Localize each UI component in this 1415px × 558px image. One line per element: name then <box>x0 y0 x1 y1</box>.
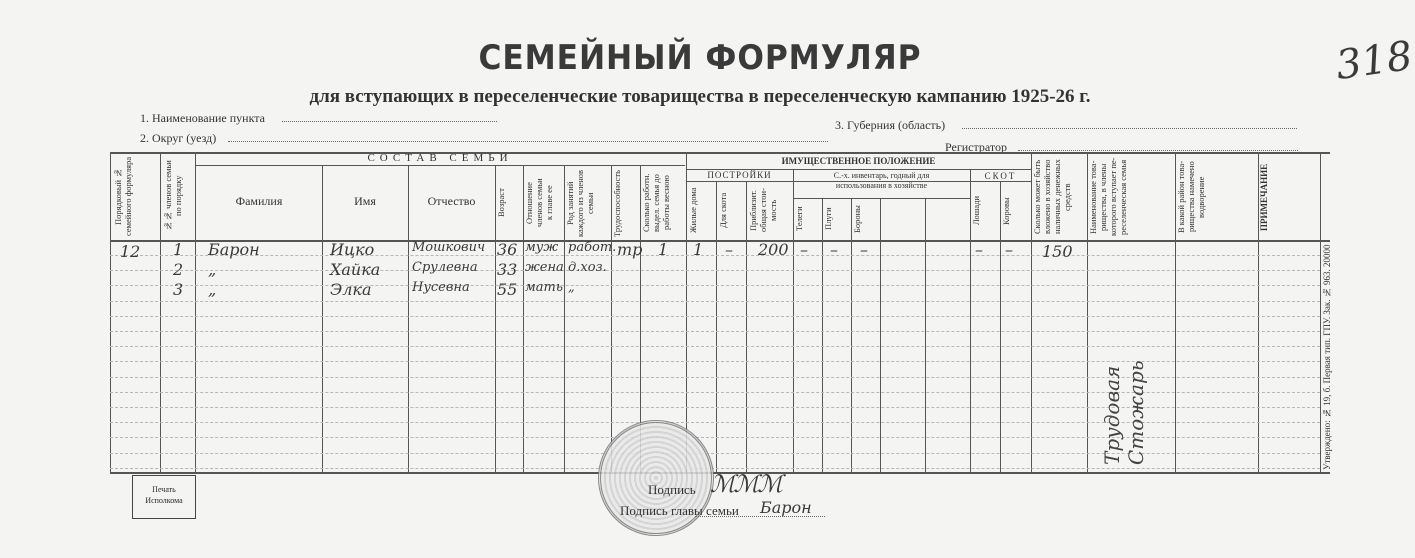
header-serial: Порядковый № семейного формуляра <box>113 156 133 236</box>
field-province-line <box>962 116 1297 129</box>
cell-relation: мать <box>525 280 563 295</box>
cell-cows: – <box>1005 240 1013 259</box>
header-cows: Коровы <box>1001 197 1011 225</box>
field-registrar-label: Регистратор <box>945 140 1008 154</box>
header-sheds: Для скота <box>718 192 728 229</box>
cell-surname: „ <box>208 280 217 299</box>
cell-no: 1 <box>173 240 184 259</box>
cell-value: 200 <box>758 240 789 259</box>
seal-box: Печать Исполкома <box>132 475 196 519</box>
head-signature-label: Подпись главы семьи <box>620 503 739 518</box>
header-name: Имя <box>354 194 376 208</box>
cell-ploughs: – <box>830 240 838 259</box>
col-line <box>408 165 409 472</box>
cell-harrows: – <box>860 240 868 259</box>
cell-ability: тр <box>617 240 643 259</box>
head-signature-value: Барон <box>760 498 812 517</box>
field-point-name-label: 1. Наименование пункта <box>140 111 265 125</box>
cell-houses: 1 <box>693 240 704 259</box>
cell-occupation: „ <box>568 280 575 295</box>
cell-no: 3 <box>173 280 184 299</box>
header-buildings: ПОСТРОЙКИ <box>707 170 772 180</box>
printer-note: Утверждено: № 19, б. Первая тип. ГПУ. Зак. № 963. 20000 <box>1322 244 1332 470</box>
col-line <box>322 165 323 472</box>
header-note: ПРИМЕЧАНИЕ <box>1259 163 1269 231</box>
header-partnership: Наименование това- рищества, в члены которого вступает пе- реселенческая семья <box>1088 157 1128 237</box>
page-number: 318 <box>1333 32 1415 90</box>
cell-carts: – <box>800 240 808 259</box>
signature-label: Подпись <box>648 482 696 497</box>
cell-workers: 1 <box>658 240 669 259</box>
header-harrows: Бороны <box>852 205 862 233</box>
cell-age: 36 <box>497 240 518 259</box>
field-district-label: 2. Округ (уезд) <box>140 131 217 145</box>
header-carts: Телеги <box>794 206 804 232</box>
header-property-group: ИМУЩЕСТВЕННОЕ ПОЛОЖЕНИЕ <box>781 156 936 166</box>
col-line <box>716 181 717 472</box>
col-line <box>880 198 881 472</box>
cell-sheds: – <box>725 240 733 259</box>
header-ploughs: Плуги <box>823 207 833 231</box>
inventory-subline <box>793 198 970 199</box>
header-bottom-border <box>110 240 1330 242</box>
cell-name: Элка <box>330 280 372 299</box>
header-occupation: Род занятий каждого из членов семьи <box>565 169 595 237</box>
cell-relation: муж <box>525 240 559 255</box>
header-houses: Жилые дома <box>688 187 698 234</box>
document-subtitle: для вступающих в переселенческие товарищества в переселенческую кампанию 1925-26 г. <box>309 86 1091 107</box>
header-horses: Лошади <box>971 196 981 226</box>
head-signature-line <box>695 516 825 517</box>
col-line <box>686 152 687 472</box>
cell-name: Ицко <box>330 240 375 259</box>
cell-patronymic: Мошкович <box>412 240 486 255</box>
cell-occupation: д.хоз. <box>568 260 607 275</box>
col-line <box>1320 152 1321 472</box>
col-line <box>746 181 747 472</box>
official-signature: ℳℳℳ <box>710 470 781 498</box>
cell-age: 55 <box>497 280 518 299</box>
header-relation: Отношение членов семьи к главе ее <box>524 178 554 228</box>
document-title: СЕМЕЙНЫЙ ФОРМУЛЯР <box>478 38 922 78</box>
cell-horses: – <box>975 240 983 259</box>
header-livestock: СКОТ <box>984 171 1017 181</box>
header-age: Возраст <box>496 188 506 218</box>
cell-occupation: работ. <box>568 240 617 255</box>
header-family-group: СОСТАВ СЕМЬИ <box>367 152 513 164</box>
header-inventory: С.-х. инвентарь, годный для использования в хозяйстве <box>833 171 930 190</box>
cell-surname: Барон <box>208 240 260 259</box>
partnership-handwritten: Трудовая Стожарь <box>1100 360 1148 465</box>
row-rule <box>110 468 1320 469</box>
cell-serial: 12 <box>120 242 141 261</box>
header-money: Сколько может быть вложено в хозяйство наличных денежных средств <box>1032 159 1072 235</box>
cell-relation: жена <box>525 260 564 275</box>
cell-patronymic: Срулевна <box>412 260 478 275</box>
col-line <box>822 198 823 472</box>
row-rule <box>110 270 1320 271</box>
header-region: В какой район това- рищества намечено водворение <box>1176 160 1206 234</box>
header-value: Приблизит. общая стои- мость <box>748 188 778 233</box>
cell-patronymic: Нусевна <box>412 280 470 295</box>
col-line <box>110 152 111 472</box>
header-workers: Сколько работн. выдел. семья до работы весною <box>641 173 671 233</box>
header-ability: Трудоспособность <box>612 169 622 237</box>
cell-surname: „ <box>208 260 217 279</box>
field-registrar-line <box>1018 138 1298 151</box>
col-line <box>851 198 852 472</box>
field-point-name-line <box>282 109 497 122</box>
cell-age: 33 <box>497 260 518 279</box>
cell-money: 150 <box>1042 242 1073 261</box>
header-surname: Фамилия <box>235 194 283 208</box>
header-member-no: №№ членов семьи по порядку <box>163 160 183 232</box>
col-line <box>160 152 161 472</box>
field-province-label: 3. Губерния (область) <box>835 118 946 132</box>
cell-no: 2 <box>173 260 184 279</box>
col-line <box>925 198 926 472</box>
row-rule <box>110 255 1320 256</box>
cell-name: Хайка <box>330 260 381 279</box>
field-district-line <box>228 129 828 142</box>
header-patronymic: Отчество <box>427 194 476 208</box>
